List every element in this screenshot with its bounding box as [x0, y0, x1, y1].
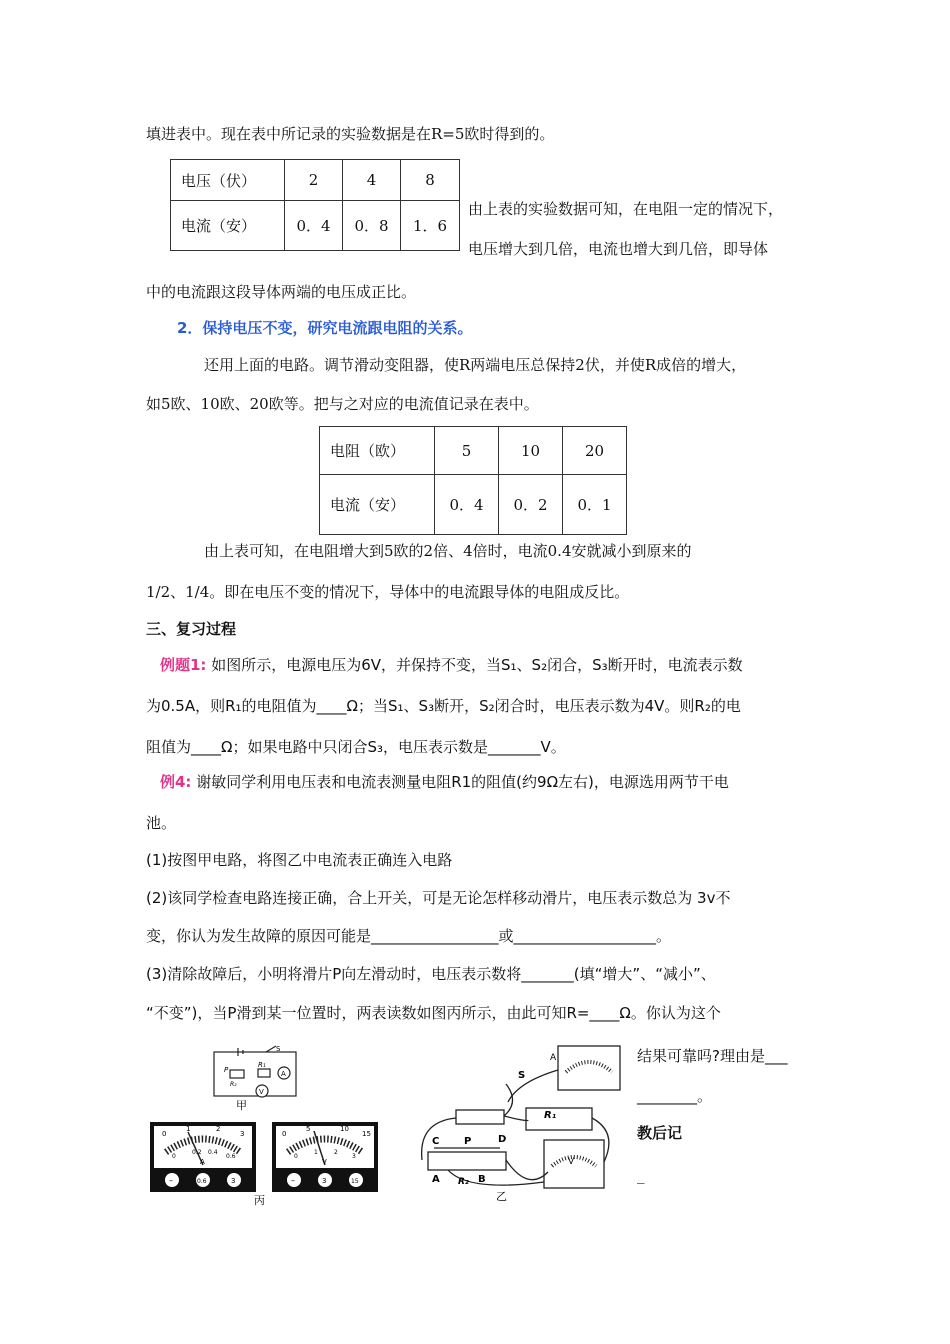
r1-label: R₁	[258, 1061, 266, 1069]
question-line: (1)按图甲电路，将图乙中电流表正确连入电路	[146, 851, 453, 869]
paragraph-line: 还用上面的电路。调节滑动变阻器，使R两端电压总保持2伏，并使R成倍的增大，	[204, 356, 747, 374]
terminal-label: 0.6	[197, 1178, 207, 1185]
meter-unit: A	[200, 1158, 205, 1166]
figure-caption-jia: 甲	[236, 1099, 247, 1112]
meter-tick: 1	[186, 1125, 191, 1133]
table-cell: 20	[563, 427, 627, 475]
question-line: (3)清除故障后，小明将滑片P向左滑动时，电压表示数将_______(填“增大”、“减小”、	[146, 965, 716, 983]
meter-inner-tick: 3	[352, 1153, 356, 1160]
circuit-figure	[148, 1042, 628, 1207]
table-header-cell: 电阻（欧）	[320, 427, 435, 475]
r2-label: R₂	[230, 1081, 237, 1088]
table-cell: 0．4	[435, 475, 499, 535]
section-title: 三、复习过程	[146, 620, 237, 638]
table-cell: 0．1	[563, 475, 627, 535]
meter-inner-tick: 0	[172, 1153, 176, 1160]
question-line: (2)该同学检查电路连接正确，合上开关，可是无论怎样移动滑片，电压表示数总为 3v不	[146, 889, 731, 907]
table-cell: 10	[499, 427, 563, 475]
paragraph-line: 填进表中。现在表中所记录的实验数据是在R=5欧时得到的。	[146, 125, 555, 143]
switch-label: S	[276, 1045, 281, 1053]
blank-line: _	[637, 1166, 645, 1184]
table-cell: 4	[343, 160, 401, 201]
figure-caption-yi: 乙	[496, 1190, 507, 1203]
meter-tick: 5	[306, 1125, 311, 1133]
meter-tick: 15	[362, 1130, 371, 1138]
afterword-title: 教后记	[637, 1124, 683, 1142]
table-cell: 0．4	[285, 201, 343, 251]
terminal-label: 15	[351, 1178, 359, 1185]
example-line: 池。	[146, 814, 177, 832]
example-text: 如图所示，电源电压为6V，并保持不变，当S₁、S₂闭合，S₃断开时，电流表示数	[211, 656, 743, 674]
paragraph-line: 电压增大到几倍，电流也增大到几倍，即导体	[468, 240, 769, 258]
meter-tick: 0	[282, 1130, 287, 1138]
figure-caption-bing: 丙	[254, 1194, 265, 1207]
meter-tick: 3	[240, 1130, 245, 1138]
voltmeter-symbol: V	[259, 1088, 264, 1096]
example-label: 例4:	[160, 773, 192, 791]
rheostat-terminal: C	[432, 1136, 440, 1147]
meter-inner-tick: 0.2	[192, 1149, 202, 1156]
table-cell: 0．2	[499, 475, 563, 535]
table-cell: 1．6	[401, 201, 460, 251]
paragraph-line: 中的电流跟这段导体两端的电压成正比。	[146, 283, 417, 301]
meter-inner-tick: 1	[314, 1149, 318, 1156]
question-line: 变，你认为发生故障的原因可能是_________________或___________________。	[146, 927, 672, 945]
section-heading: 2．保持电压不变，研究电流跟电阻的关系。	[177, 319, 473, 337]
paragraph-line: 由上表可知，在电阻增大到5欧的2倍、4倍时，电流0.4安就减小到原来的	[204, 542, 692, 560]
table-header-cell: 电流（安）	[320, 475, 435, 535]
table-cell: 8	[401, 160, 460, 201]
terminal-label: –	[291, 1176, 295, 1185]
meter-inner-tick: 0.4	[208, 1149, 218, 1156]
table-header-cell: 电压（伏）	[171, 160, 285, 201]
table-cell: 2	[285, 160, 343, 201]
paragraph-line: 由上表的实验数据可知，在电阻一定的情况下，	[468, 200, 784, 218]
example-line: 为0.5A，则R₁的电阻值为____Ω；当S₁、S₃断开，S₂闭合时，电压表示数为4V。则R₂的电	[146, 697, 741, 715]
meter-tick: 0	[162, 1130, 167, 1138]
terminal-label: 3	[322, 1177, 327, 1185]
rheostat-terminal: B	[478, 1174, 486, 1185]
switch-label: S	[518, 1070, 526, 1081]
table-cell: 5	[435, 427, 499, 475]
example-text: 谢敏同学利用电压表和电流表测量电阻R1的阻值(约9Ω左右)，电源选用两节干电	[196, 773, 729, 791]
rheostat-terminal: A	[432, 1174, 440, 1185]
resistance-current-table	[319, 426, 627, 535]
ammeter-symbol: A	[281, 1070, 286, 1078]
slider-label: P	[224, 1066, 229, 1074]
terminal-label: –	[169, 1176, 173, 1185]
r2-label: R₂	[458, 1177, 469, 1187]
rheostat-terminal: P	[464, 1136, 472, 1147]
paragraph-line: 1/2、1/4。即在电压不变的情况下，导体中的电流跟导体的电阻成反比。	[146, 583, 630, 601]
question-line: 结果可靠吗?理由是___	[637, 1047, 788, 1065]
ammeter-symbol: A	[550, 1053, 557, 1063]
meter-tick: 10	[340, 1125, 349, 1133]
meter-inner-tick: 2	[334, 1149, 338, 1156]
meter-unit: V	[322, 1158, 327, 1166]
terminal-label: 3	[231, 1177, 236, 1185]
question-line: ________。	[637, 1087, 713, 1105]
meter-tick: 2	[216, 1125, 221, 1133]
example-label: 例题1:	[160, 656, 207, 674]
example-line	[160, 655, 743, 675]
example-line: 阻值为____Ω；如果电路中只闭合S₃，电压表示数是_______V。	[146, 738, 566, 756]
meter-inner-tick: 0	[294, 1153, 298, 1160]
table-cell: 0．8	[343, 201, 401, 251]
physical-circuit-yi	[422, 1046, 620, 1188]
paragraph-line: 如5欧、10欧、20欧等。把与之对应的电流值记录在表中。	[146, 395, 539, 413]
voltmeter-symbol: V	[568, 1157, 575, 1167]
voltage-current-table	[170, 159, 460, 251]
example-line	[160, 772, 729, 792]
question-line: “不变”)，当P滑到某一位置时，两表读数如图丙所示，由此可知R=____Ω。你认为这个	[146, 1004, 721, 1022]
meter-inner-tick: 0.6	[226, 1153, 236, 1160]
rheostat-terminal: D	[498, 1134, 507, 1145]
table-header-cell: 电流（安）	[171, 201, 285, 251]
r1-label: R₁	[544, 1110, 557, 1121]
